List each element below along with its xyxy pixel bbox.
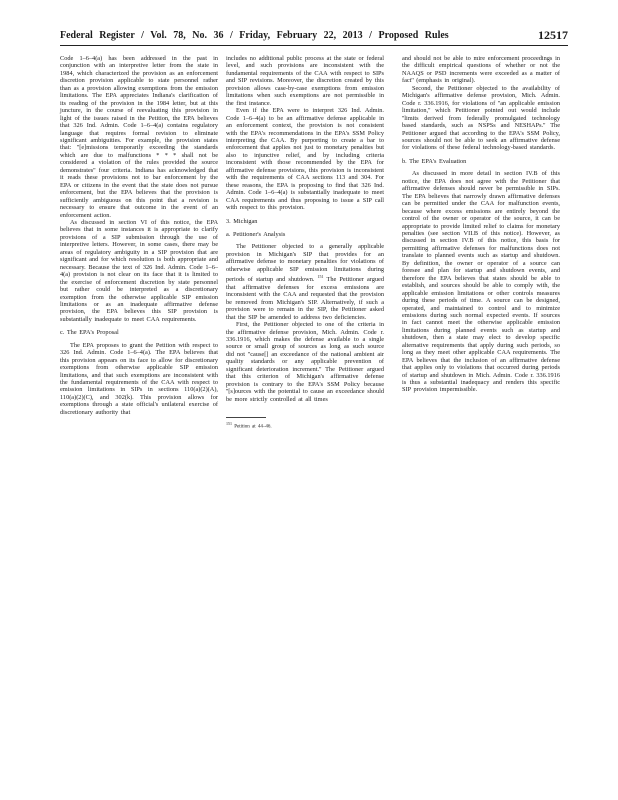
paragraph: Second, the Petitioner objected to the availability of Michigan's affirmative defense provision, Mich. Admin. Code r. 336.1916, for violations of ''an applicable emission limitation,'' which Petitioner pointed out would include ''limits derived from federally promulgated technology based standards, such as NSPSs and NESHAPs.'' The Petitioner argued that according to the EPA's SSM Policy, sources should not be able to seek an affirmative defense for violations of these federal technology-based standards.	[402, 84, 560, 152]
page-header	[0, 30, 618, 46]
paragraph: First, the Petitioner objected to one of the criteria in the affirmative defense provision, Mich. Admin. Code r. 336.1916, which makes the defense available to a single source or small group of sources as long as such source did not ''cause[] an exceedance of the national ambient air quality standards or any applicable prevention of significant deterioration increment.'' The Petitioner argued that this criterion of Michigan's affirmative defense provision is contrary to the EPA's SSM Policy because ''[s]ources with the potential to cause an exceedance should be more strictly controlled at all times	[226, 321, 384, 403]
footnote-rule	[226, 417, 266, 418]
footnote-number: 151	[226, 421, 232, 427]
column-2	[226, 55, 384, 431]
paragraph	[226, 243, 384, 321]
page-number: 12517	[538, 28, 568, 42]
section-heading: 3. Michigan	[226, 217, 258, 225]
column-1	[60, 55, 218, 416]
header-citation: Federal Register / Vol. 78, No. 36 / Friday, February 22, 2013 / Proposed Rules	[60, 30, 449, 41]
section-heading: b. The EPA's Evaluation	[402, 157, 467, 165]
section-heading: c. The EPA's Proposal	[60, 329, 119, 337]
paragraph: Code 1–6–4(a) has been addressed in the past in conjunction with an interpretive letter from the state in 1984, which characterized the provision as an enforcement discretion provision applicable to state personnel rather than as a provision allowing exemptions from the emission limitations. The EPA appreciates Indiana's clarification of its reading of the provision in the 1984 letter, but at this juncture, in the course of reevaluating this provision in light of the issues raised in the Petition, the EPA believes that 326 Ind. Admin. Code 1–6–4(a) contains regulatory language that requires formal revision to eliminate significant ambiguities. For example, the provision states that: ''[e]missions temporarily exceeding the standards which are due to malfunctions * * * shall not be considered a violation of the rules provided the source demonstrates'' four criteria. Indiana has acknowledged that it reads these provisions not to bar enforcement by the EPA or citizens in the event that the state does not pursue enforcement, but the EPA believes that the provision is sufficiently ambiguous on this point that a revision is necessary to ensure that outcome in the event of an enforcement action.	[60, 55, 218, 219]
paragraph-text: The Petitioner objected to a generally applicable provision in Michigan's SIP that provides for an affirmative defense to monetary penalties for violations of otherwise applicable SIP emission limitations during periods of startup and shutdown.	[226, 243, 384, 284]
paragraph: and should not be able to mire enforcement proceedings in the difficult empirical questions of whether or not the NAAQS or PSD increments were exceeded as a matter of fact'' (emphasis in original).	[402, 55, 560, 85]
paragraph: The EPA proposes to grant the Petition with respect to 326 Ind. Admin. Code 1–6–4(a). The EPA believes that this provision appears on its face to allow for discretionary exemptions from otherwise applicable SIP emission limitations, and that such exemptions are inconsistent with the fundamental requirements of the CAA with respect to emission limitations in SIPs in sections 110(a)(2)(A), 110(a)(2)(C), and 302(k). This provision allows for exemptions through a state official's unilateral exercise of discretionary authority that	[60, 341, 218, 416]
column-3	[402, 55, 560, 394]
paragraph-text: The Petitioner argued that affirmative defenses for excess emissions are inconsistent with the CAA and requested that the provision be removed from Michigan's SIP. Alternatively, if such a provision were to remain in the SIP, the Petitioner asked that the SIP be amended to address two deficiencies.	[226, 276, 384, 321]
footnote-text: Petition at 44–46.	[234, 424, 272, 430]
subsection-heading: a. Petitioner's Analysis	[226, 230, 286, 238]
paragraph: Even if the EPA were to interpret 326 Ind. Admin. Code 1–6–4(a) to be an affirmative defense applicable in an enforcement context, the provision is not consistent with the EPA's recommendations in the EPA's SSM Policy interpreting the CAA. By purporting to create a bar to enforcement that applies not just to monetary penalties but also to injunctive relief, and by including criteria inconsistent with those recommended by the EPA for affirmative defense provisions, this provision is inconsistent with the requirements of CAA sections 113 and 304. For these reasons, the EPA is proposing to find that 326 Ind. Admin. Code 1–6–4(a) is substantially inadequate to meet CAA requirements and thus proposing to issue a SIP call with respect to this provision.	[226, 107, 384, 212]
footnote-ref: 151	[317, 274, 324, 280]
paragraph: As discussed in section VI of this notice, the EPA believes that in some instances it is appropriate to clarify provisions of a SIP submission through the use of interpretive letters. However, in some cases, there may be areas of regulatory ambiguity in a SIP provision that are significant and for which resolution is both appropriate and necessary. Because the text of 326 Ind. Admin. Code 1–6–4(a) provision is not clear on its face that it is limited to the exercise of enforcement discretion by state personnel but rather could be interpreted as a discretionary exemption from the otherwise applicable SIP emission limitations or as an inadequate affirmative defense provision, the EPA believes this SIP provision is substantially inadequate to meet CAA requirements.	[60, 218, 218, 323]
header-rule	[60, 45, 568, 46]
paragraph: As discussed in more detail in section IV.B of this notice, the EPA does not agree with the Petitioner that affirmative defenses should never be permissible in SIPs. The EPA believes that narrowly drawn affirmative defenses can be permitted under the CAA for malfunction events, because where excess emissions are entirely beyond the control of the owner or operator of the source, it can be appropriate to provide limited relief to claims for monetary penalties (see section VII.B of this notice). However, as discussed in section IV.B of this notice, this basis for permitting affirmative defenses for malfunctions does not translate to planned events such as startup and shutdown. By definition, the owner or operator of a source can foresee and plan for startup and shutdown events, and therefore the EPA believes that states should be able to establish, and sources should be able to comply with, the applicable emission limitations or other controls measures during these periods of time. A source can be designed, operated, and maintained to control and to minimize emissions during such normal expected events. If sources in fact cannot meet the otherwise applicable emission limitations during planned events such as startup and shutdown, then a state may elect to develop specific alternative requirements that apply during such periods, so long as they meet other applicable CAA requirements. The EPA believes that the inclusion of an affirmative defense that applies only to violations that occurred during periods of startup and shutdown in Mich. Admin. Code r. 336.1916 is thus a substantial inadequacy and renders this specific SIP provision impermissible.	[402, 170, 560, 394]
footnote	[226, 421, 384, 431]
paragraph: includes no additional public process at the state or federal level, and such provisions are inconsistent with the fundamental requirements of the CAA with respect to SIPs and SIP revisions. Moreover, the discretion created by this provision allows case-by-case exemptions from emission limitations when such exemptions are not permissible in the first instance.	[226, 55, 384, 107]
